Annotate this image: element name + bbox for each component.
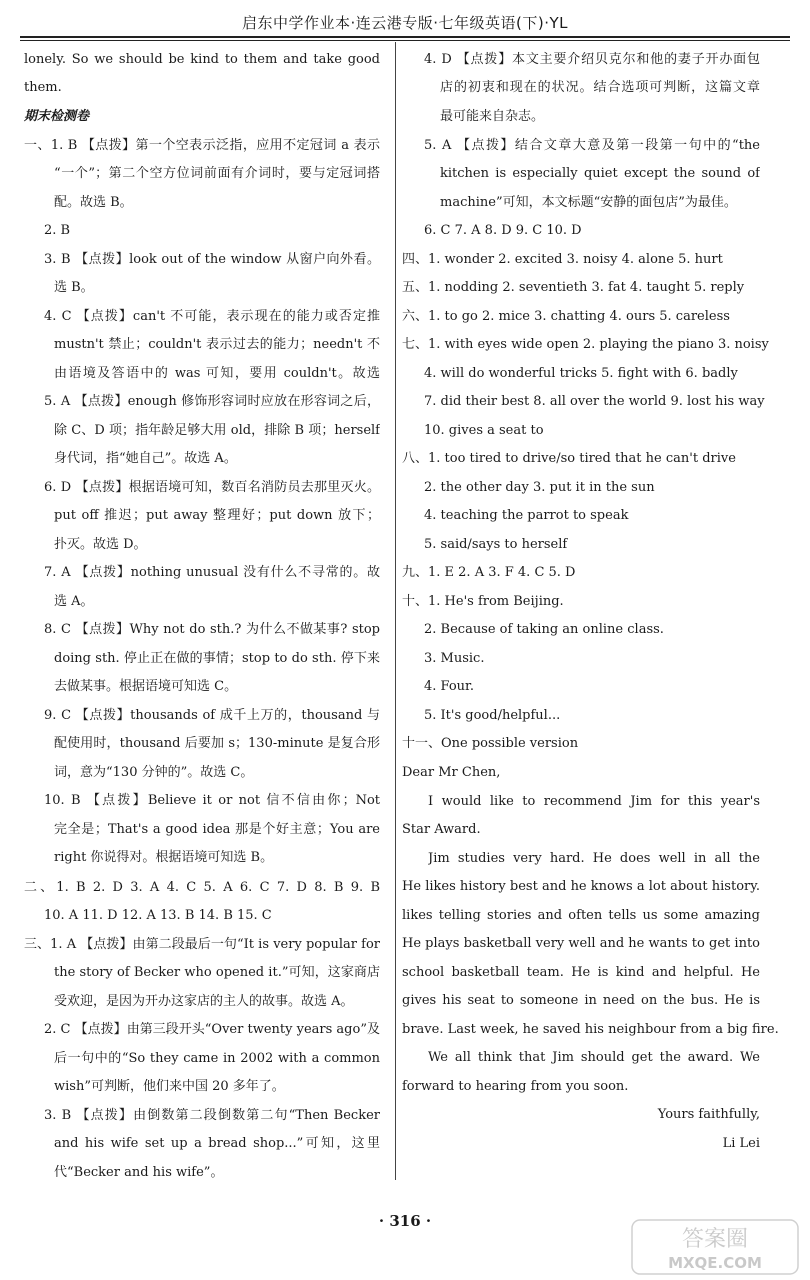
text-line: mustn't 禁止；couldn't 表示过去的能力；needn't 不	[54, 337, 380, 352]
text-line: 最可能来自杂志。	[440, 109, 545, 124]
text-line: 去做某事。根据语境可知选 C。	[54, 679, 238, 694]
text-line: and his wife set up a bread shop...”可知，这里	[54, 1136, 380, 1151]
text-line: 4. Four.	[424, 679, 474, 694]
text-line: right 你说得对。根据语境可知选 B。	[54, 850, 274, 865]
text-line: put off 推迟；put away 整理好；put down 放下；	[54, 508, 380, 523]
text-line: 由语境及答语中的 was 可知，要用 couldn't。故选	[54, 366, 380, 381]
text-line: school basketball team. He is kind and helpful. He	[402, 965, 760, 980]
column-divider	[395, 42, 396, 1180]
text-line: 六、1. to go 2. mice 3. chatting 4. ours 5. careless	[402, 309, 730, 324]
text-line: 5. said/says to herself	[424, 537, 568, 552]
text-line: 6. D 【点拨】根据语境可知，数百名消防员去那里灭火。	[44, 480, 380, 495]
text-line: Jim studies very hard. He does well in all the	[428, 851, 760, 866]
text-line: 后一句中的“So they came in 2002 with a common	[54, 1051, 380, 1066]
page-number: · 316 ·	[378, 1212, 432, 1230]
text-line: 4. C 【点拨】can't 不可能，表示现在的能力或否定推	[44, 309, 380, 324]
text-line: 除 C、D 项；指年龄足够大用 old，排除 B 项；herself	[54, 423, 380, 438]
text-line: 四、1. wonder 2. excited 3. noisy 4. alone 5. hurt	[402, 252, 723, 267]
text-line: 2. the other day 3. put it in the sun	[424, 480, 655, 495]
text-line: 选 A。	[54, 594, 94, 609]
text-line: the story of Becker who opened it.”可知，这家商店	[54, 965, 380, 980]
text-line: lonely. So we should be kind to them and take good	[24, 52, 380, 67]
text-line: 9. C 【点拨】thousands of 成千上万的，thousand 与	[44, 708, 380, 723]
text-line: 4. teaching the parrot to speak	[424, 508, 629, 523]
text-line: 3. B 【点拨】由倒数第二段倒数第二句“Then Becker	[44, 1108, 380, 1123]
text-line: 七、1. with eyes wide open 2. playing the piano 3. noisy	[402, 337, 769, 352]
text-line: 10. gives a seat to	[424, 423, 544, 438]
text-line: 扑灭。故选 D。	[54, 537, 147, 552]
text-line: He likes history best and he knows a lot about history.	[402, 879, 760, 894]
text-line: 5. A 【点拨】结合文章大意及第一段第一句中的“the	[424, 138, 760, 153]
header-rule	[20, 36, 790, 41]
text-line: 10. B 【点拨】Believe it or not 信不信由你；Not	[44, 793, 380, 808]
text-line: 八、1. too tired to drive/so tired that he can't drive	[402, 451, 736, 466]
text-line: 3. Music.	[424, 651, 485, 666]
text-line: machine”可知，本文标题“安静的面包店”为最佳。	[440, 195, 737, 210]
text-line: them.	[24, 80, 62, 95]
watermark-title: 答案圈	[681, 1227, 749, 1252]
text-line: 4. D 【点拨】本文主要介绍贝克尔和他的妻子开办面包	[424, 52, 760, 67]
text-line: “一个”；第二个空方位词前面有介词时，要与定冠词搭	[54, 166, 380, 181]
text-line: 7. A 【点拨】nothing unusual 没有什么不寻常的。故	[44, 565, 380, 580]
text-line: 身代词，指“她自己”。故选 A。	[54, 451, 237, 466]
watermark-logo	[630, 1218, 800, 1276]
text-line: We all think that Jim should get the award. We	[428, 1050, 760, 1065]
text-line: Star Award.	[402, 822, 481, 837]
text-line: 2. C 【点拨】由第三段开头“Over twenty years ago”及	[44, 1022, 380, 1037]
text-line: 5. A 【点拨】enough 修饰形容词时应放在形容词之后，	[44, 394, 380, 409]
text-line: 选 B。	[54, 280, 94, 295]
text-line: 受欢迎，是因为开办这家店的主人的故事。故选 A。	[54, 994, 354, 1009]
letter-salutation: Dear Mr Chen,	[402, 765, 501, 780]
text-line: 十一、One possible version	[402, 736, 579, 751]
text-line: kitchen is especially quiet except the sound of	[440, 166, 760, 181]
text-line: 10. A 11. D 12. A 13. B 14. B 15. C	[44, 908, 272, 923]
text-line: 7. did their best 8. all over the world 9. lost his way	[424, 394, 765, 409]
text-line: 代“Becker and his wife”。	[54, 1165, 224, 1180]
text-line: 词，意为“130 分钟的”。故选 C。	[54, 765, 254, 780]
section-heading: 期末检测卷	[24, 109, 90, 124]
text-line: 三、1. A 【点拨】由第二段最后一句“It is very popular for	[24, 937, 380, 952]
text-line: 2. Because of taking an online class.	[424, 622, 664, 637]
text-line: 店的初衷和现在的状况。结合选项可判断，这篇文章	[440, 80, 760, 95]
text-line: 6. C 7. A 8. D 9. C 10. D	[424, 223, 582, 238]
text-line: He plays basketball very well and he wants to get into	[402, 936, 760, 951]
text-line: doing sth. 停止正在做的事情；stop to do sth. 停下来	[54, 651, 380, 666]
watermark-url: MXQE.COM	[668, 1254, 762, 1272]
text-line: 2. B	[44, 223, 71, 238]
text-line: 一、1. B 【点拨】第一个空表示泛指，应用不定冠词 a 表示	[24, 138, 380, 153]
text-line: 5. It's good/helpful...	[424, 708, 561, 723]
running-header: 启东中学作业本·连云港专版·七年级英语(下)·YL	[241, 14, 569, 32]
text-line: brave. Last week, he saved his neighbour from a big fire.	[402, 1022, 779, 1037]
text-line: 4. will do wonderful tricks 5. fight with 6. badly	[424, 366, 738, 381]
text-line: gives his seat to someone in need on the bus. He is	[402, 993, 760, 1008]
text-line: 五、1. nodding 2. seventieth 3. fat 4. taught 5. reply	[402, 280, 745, 295]
text-line: forward to hearing from you soon.	[402, 1079, 629, 1094]
text-line: 完全是；That's a good idea 那是个好主意；You are	[54, 822, 380, 837]
text-line: 二、1. B 2. D 3. A 4. C 5. A 6. C 7. D 8. B 9. B	[24, 880, 380, 895]
text-line: 十、1. He's from Beijing.	[402, 594, 564, 609]
letter-closing: Yours faithfully,	[657, 1107, 760, 1122]
text-line: 九、1. E 2. A 3. F 4. C 5. D	[402, 565, 576, 580]
text-line: wish”可判断，他们来中国 20 多年了。	[54, 1079, 285, 1094]
text-line: 配使用时，thousand 后要加 s；130-minute 是复合形	[54, 736, 380, 751]
text-line: I would like to recommend Jim for this year's	[428, 794, 760, 809]
letter-signature: Li Lei	[722, 1136, 760, 1151]
text-line: 8. C 【点拨】Why not do sth.? 为什么不做某事? stop	[44, 622, 380, 637]
text-line: 3. B 【点拨】look out of the window 从窗户向外看。	[44, 252, 380, 267]
text-line: likes telling stories and often tells us some amazing	[402, 908, 760, 923]
text-line: 配。故选 B。	[54, 195, 133, 210]
